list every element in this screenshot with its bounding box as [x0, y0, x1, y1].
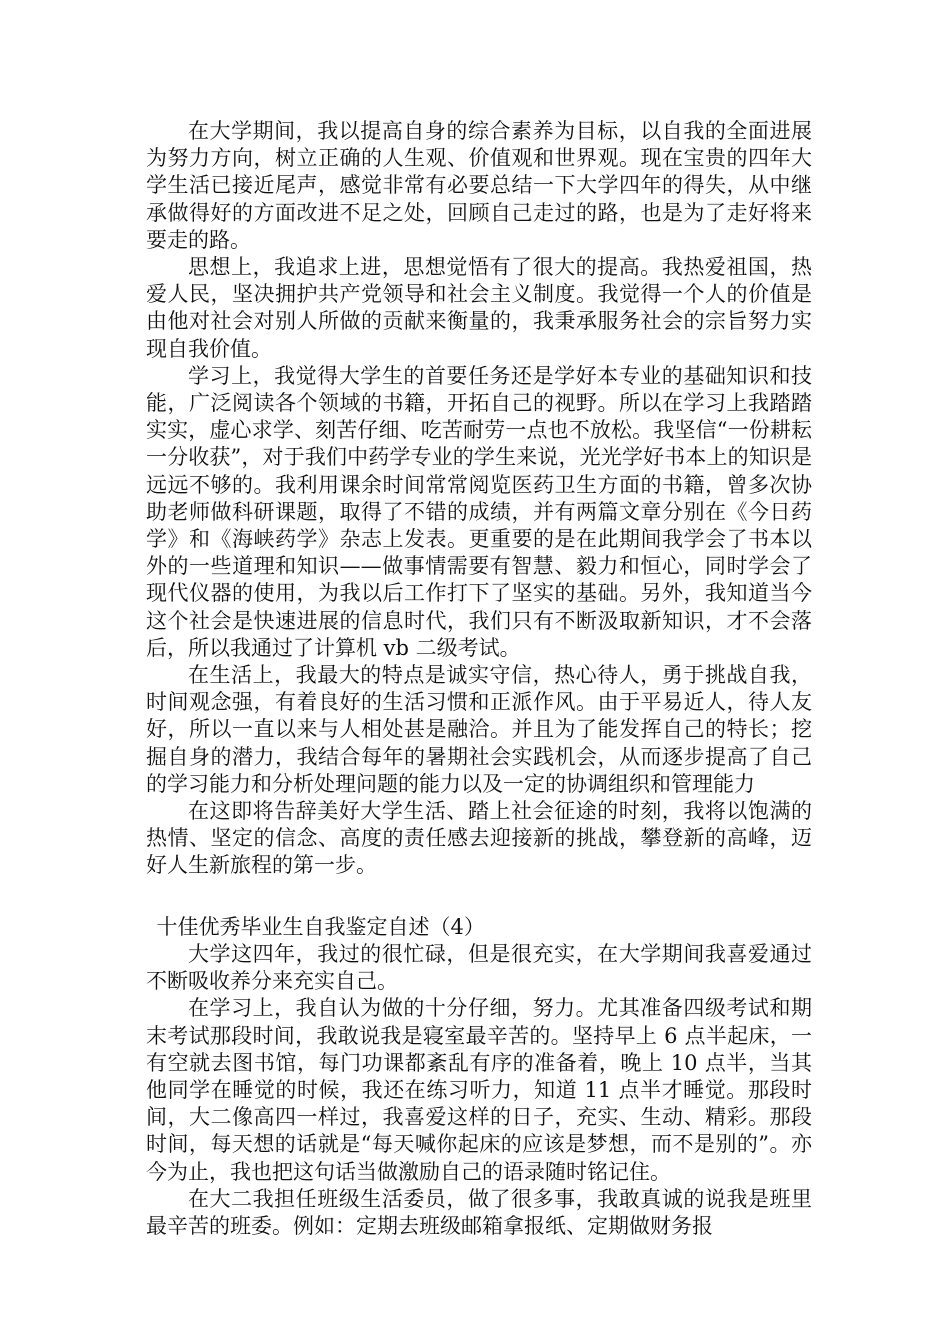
- paragraph-class-committee: 在大二我担任班级生活委员，做了很多事，我敢真诚的说我是班里最辛苦的班委。例如：定期去班级邮箱拿报纸、定期做财务报: [146, 1186, 812, 1238]
- paragraph-ideology: 思想上，我追求上进，思想觉悟有了很大的提高。我热爱祖国，热爱人民，坚决拥护共产党领导和社会主义制度。我觉得一个人的价值是由他对社会对别人所做的贡献来衡量的，我秉承服务社会的宗旨努力实现自我价值。: [146, 255, 812, 361]
- paragraph-overview: 大学这四年，我过的很忙碌，但是很充实，在大学期间我喜爱通过不断吸收养分来充实自己。: [146, 941, 812, 994]
- paragraph-closing: 在这即将告辞美好大学生活、踏上社会征途的时刻，我将以饱满的热情、坚定的信念、高度的责任感去迎接新的挑战，攀登新的高峰，迈好人生新旅程的第一步。: [146, 799, 812, 878]
- paragraph-intro: 在大学期间，我以提高自身的综合素养为目标，以自我的全面进展为努力方向，树立正确的人生观、价值观和世界观。现在宝贵的四年大学生活已接近尾声，感觉非常有必要总结一下大学四年的得失，从中继承做得好的方面改进不足之处，回顾自己走过的路，也是为了走好将来要走的路。: [146, 119, 812, 252]
- paragraph-study-effort: 在学习上，我自认为做的十分仔细，努力。尤其准备四级考试和期末考试那段时间，我敢说我是寝室最辛苦的。坚持早上 6 点半起床，一有空就去图书馆，每门功课都紊乱有序的准备着，晚上 10 点半，当其他同学在睡觉的时候，我还在练习听力，知道 11 点半才睡觉。那段时间，大二像高四一样过，我喜爱这样的日子，充实、生动、精彩。那段时间，每天想的话就是“每天喊你起床的应该是梦想，而不是别的”。亦今为止，我也把这句话当做激励自己的语录随时铭记住。: [146, 996, 812, 1184]
- document-body: [146, 118, 812, 1240]
- paragraph-life: 在生活上，我最大的特点是诚实守信，热心待人，勇于挑战自我，时间观念强，有着良好的生活习惯和正派作风。由于平易近人，待人友好，所以一直以来与人相处甚是融洽。并且为了能发挥自己的特长；挖掘自身的潜力，我结合每年的暑期社会实践机会，从而逐步提高了自己的学习能力和分析处理问题的能力以及一定的协调组织和管理能力: [146, 663, 812, 796]
- section-heading: 十佳优秀毕业生自我鉴定自述（4）: [156, 914, 485, 939]
- paragraph-study: 学习上，我觉得大学生的首要任务还是学好本专业的基础知识和技能，广泛阅读各个领域的书籍，开拓自己的视野。所以在学习上我踏踏实实，虚心求学、刻苦仔细、吃苦耐劳一点也不放松。我坚信“一份耕耘一分收获”，对于我们中药学专业的学生来说，光光学好书本上的知识是远远不够的。我利用课余时间常常阅览医药卫生方面的书籍，曾多次协助老师做科研课题，取得了不错的成绩，并有两篇文章分别在《今日药学》和《海峡药学》杂志上发表。更重要的是在此期间我学会了书本以外的一些道理和知识——做事情需要有智慧、毅力和恒心，同时学会了现代仪器的使用，为我以后工作打下了坚实的基础。另外，我知道当今这个社会是快速进展的信息时代，我们只有不断汲取新知识，才不会落后，所以我通过了计算机 vb 二级考试。: [146, 363, 812, 660]
